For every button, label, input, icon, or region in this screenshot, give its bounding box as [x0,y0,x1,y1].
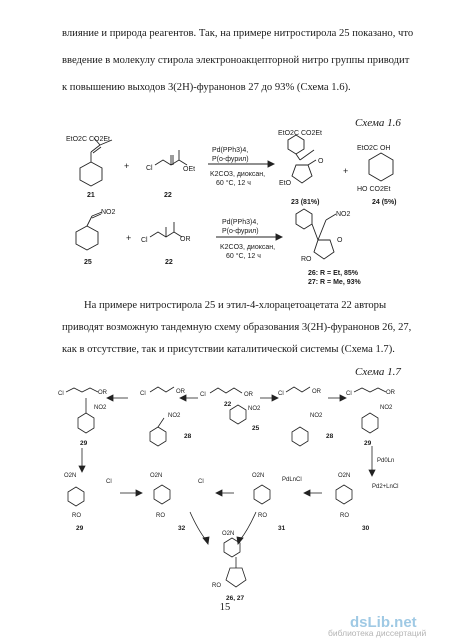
s17-28b-no2: NO2 [310,413,323,419]
scheme-1-7-label: Схема 1.7 [355,366,401,378]
s17-29a-or: OR [98,390,107,396]
s17-num-29-1: 29 [80,440,88,447]
s17-32-o2n: O2N [150,473,163,479]
watermark-subtitle: библиотека диссертаций [328,628,427,638]
conditions-2-line2: P(o-фурил) [222,228,259,235]
s17-num-22: 22 [224,401,232,408]
s17-32-ro: RO [156,513,165,519]
furanone-26-27-final [226,568,246,587]
s17-num-28-2: 28 [326,433,334,440]
s17-num-29-2: 29 [364,440,372,447]
phenyl-31 [254,485,270,504]
compound-22b-or: OR [180,236,191,243]
conditions-2-line4: 60 °C, 12 ч [226,253,261,260]
s17-num-29-3: 29 [76,525,84,532]
s17-final-ro: RO [212,583,221,589]
s17-29a-no2: NO2 [94,405,107,411]
paragraph2-line3: как в отсутствие, так и присутствии каталитической системы (Схема 1.7). [62,344,395,355]
s17-30-o2n: O2N [338,473,351,479]
compound-22b-cl: Cl [141,237,148,244]
compound-22-number: 22 [164,192,172,199]
s17-num-28-1: 28 [184,433,192,440]
s17-28a-or: OR [176,389,185,395]
s17-22-cl: Cl [200,392,206,398]
product-26-ro: RO [301,256,312,263]
compound-25-no2: NO2 [101,209,116,216]
s17-31-o2n: O2N [252,473,265,479]
compound-25-number: 25 [84,259,92,266]
phenyl-30 [336,485,352,504]
chain-29-top-left [66,388,98,392]
product-23-number: 23 (81%) [291,199,320,206]
s17-num-25: 25 [252,425,260,432]
paragraph2-line2: приводят возможную тандемную схему образования 3(2H)-фуранонов 26, 27, [62,322,412,333]
s17-30-ro: RO [340,513,349,519]
compound-22-oet: OEt [183,166,196,173]
conditions-1-line4: 60 °C, 12 ч [216,180,251,187]
product-27-result: 27: R = Me, 93% [308,279,361,286]
product-26-oxo: O [337,237,343,244]
compound-22b-number: 22 [165,259,173,266]
compound-21-esters: EtO2C CO2Et [66,136,110,143]
s17-29c-ro: RO [72,513,81,519]
plus-sign-1: + [124,161,130,171]
s17-31-pdlncl: PdLnCl [282,477,302,483]
product-23-esters: EtO2C CO2Et [278,130,322,137]
s17-28a-cl: Cl [140,391,146,397]
s17-pd0: Pd0Ln [377,458,395,464]
product-23-eto: EtO [279,180,292,187]
conditions-2-line3: K2CO3, диоксан, [220,244,276,251]
s17-num-32: 32 [178,525,186,532]
conditions-2-line1: Pd(PPh3)4, [222,219,259,226]
phenyl-25-top [230,405,246,424]
conditions-1-line1: Pd(PPh3)4, [212,147,249,154]
paragraph1-line3: к повышению выходов 3(2H)-фуранонов 27 до 93% (Схема 1.6). [62,82,351,93]
paragraph1-line1: влияние и природа реагентов. Так, на примере нитростирола 25 показано, что [62,28,414,39]
s17-final-o2n: O2N [222,531,235,537]
s17-29a-cl: Cl [58,391,64,397]
compound-21-number: 21 [87,192,95,199]
s17-28b-cl: Cl [278,391,284,397]
phenyl-32 [154,485,170,504]
phenyl-28-top [150,427,166,446]
s17-num-26-27: 26, 27 [226,595,245,602]
s17-29b-cl: Cl [346,391,352,397]
paragraph2-line1: На примере нитростирола 25 и этил-4-хлорацетоацетата 22 авторы [84,300,387,311]
s17-29b-no2: NO2 [380,405,393,411]
phenyl-29-top-left [78,413,94,433]
s17-num-31: 31 [278,525,286,532]
product-24-number: 24 (5%) [372,199,397,206]
page-number: 15 [219,602,231,613]
watermark-logo: dsLib.net [350,614,417,631]
product-24-bottom: HO CO2Et [357,186,391,193]
conditions-1-line2: P(o-фурил) [212,156,249,163]
s17-32-cl: Cl [198,479,204,485]
compound-22-cl: Cl [146,165,153,172]
s17-num-30: 30 [362,525,370,532]
product-26-result: 26: R = Et, 85% [308,270,358,277]
product-23-oxo: O [318,158,324,165]
plus-sign-2: + [343,166,349,176]
phenyl-29-bottom [68,487,84,506]
s17-22-or: OR [244,392,253,398]
s17-30-pdcl: Pd2+LnCl [372,484,399,490]
s17-29b-or: OR [386,390,395,396]
s17-31-ro: RO [258,513,267,519]
plus-sign-3: + [126,233,132,243]
s17-28a-no2: NO2 [168,413,181,419]
s17-28b-or: OR [312,389,321,395]
phenyl-28-top-right [292,427,308,446]
paragraph1-line2: введение в молекулу стирола электроноакцепторной нитро группы приводит [62,55,410,66]
scheme-1-6-label: Схема 1.6 [355,117,401,129]
s17-29c-o2n: O2N [64,473,77,479]
s17-25-no2: NO2 [248,406,261,412]
phenyl-29-top-right [362,413,378,433]
conditions-1-line3: K2CO3, диоксан, [210,171,266,178]
product-24-top: EtO2C OH [357,145,391,152]
product-26-no2: NO2 [336,211,351,218]
s17-29c-cl: Cl [106,479,112,485]
